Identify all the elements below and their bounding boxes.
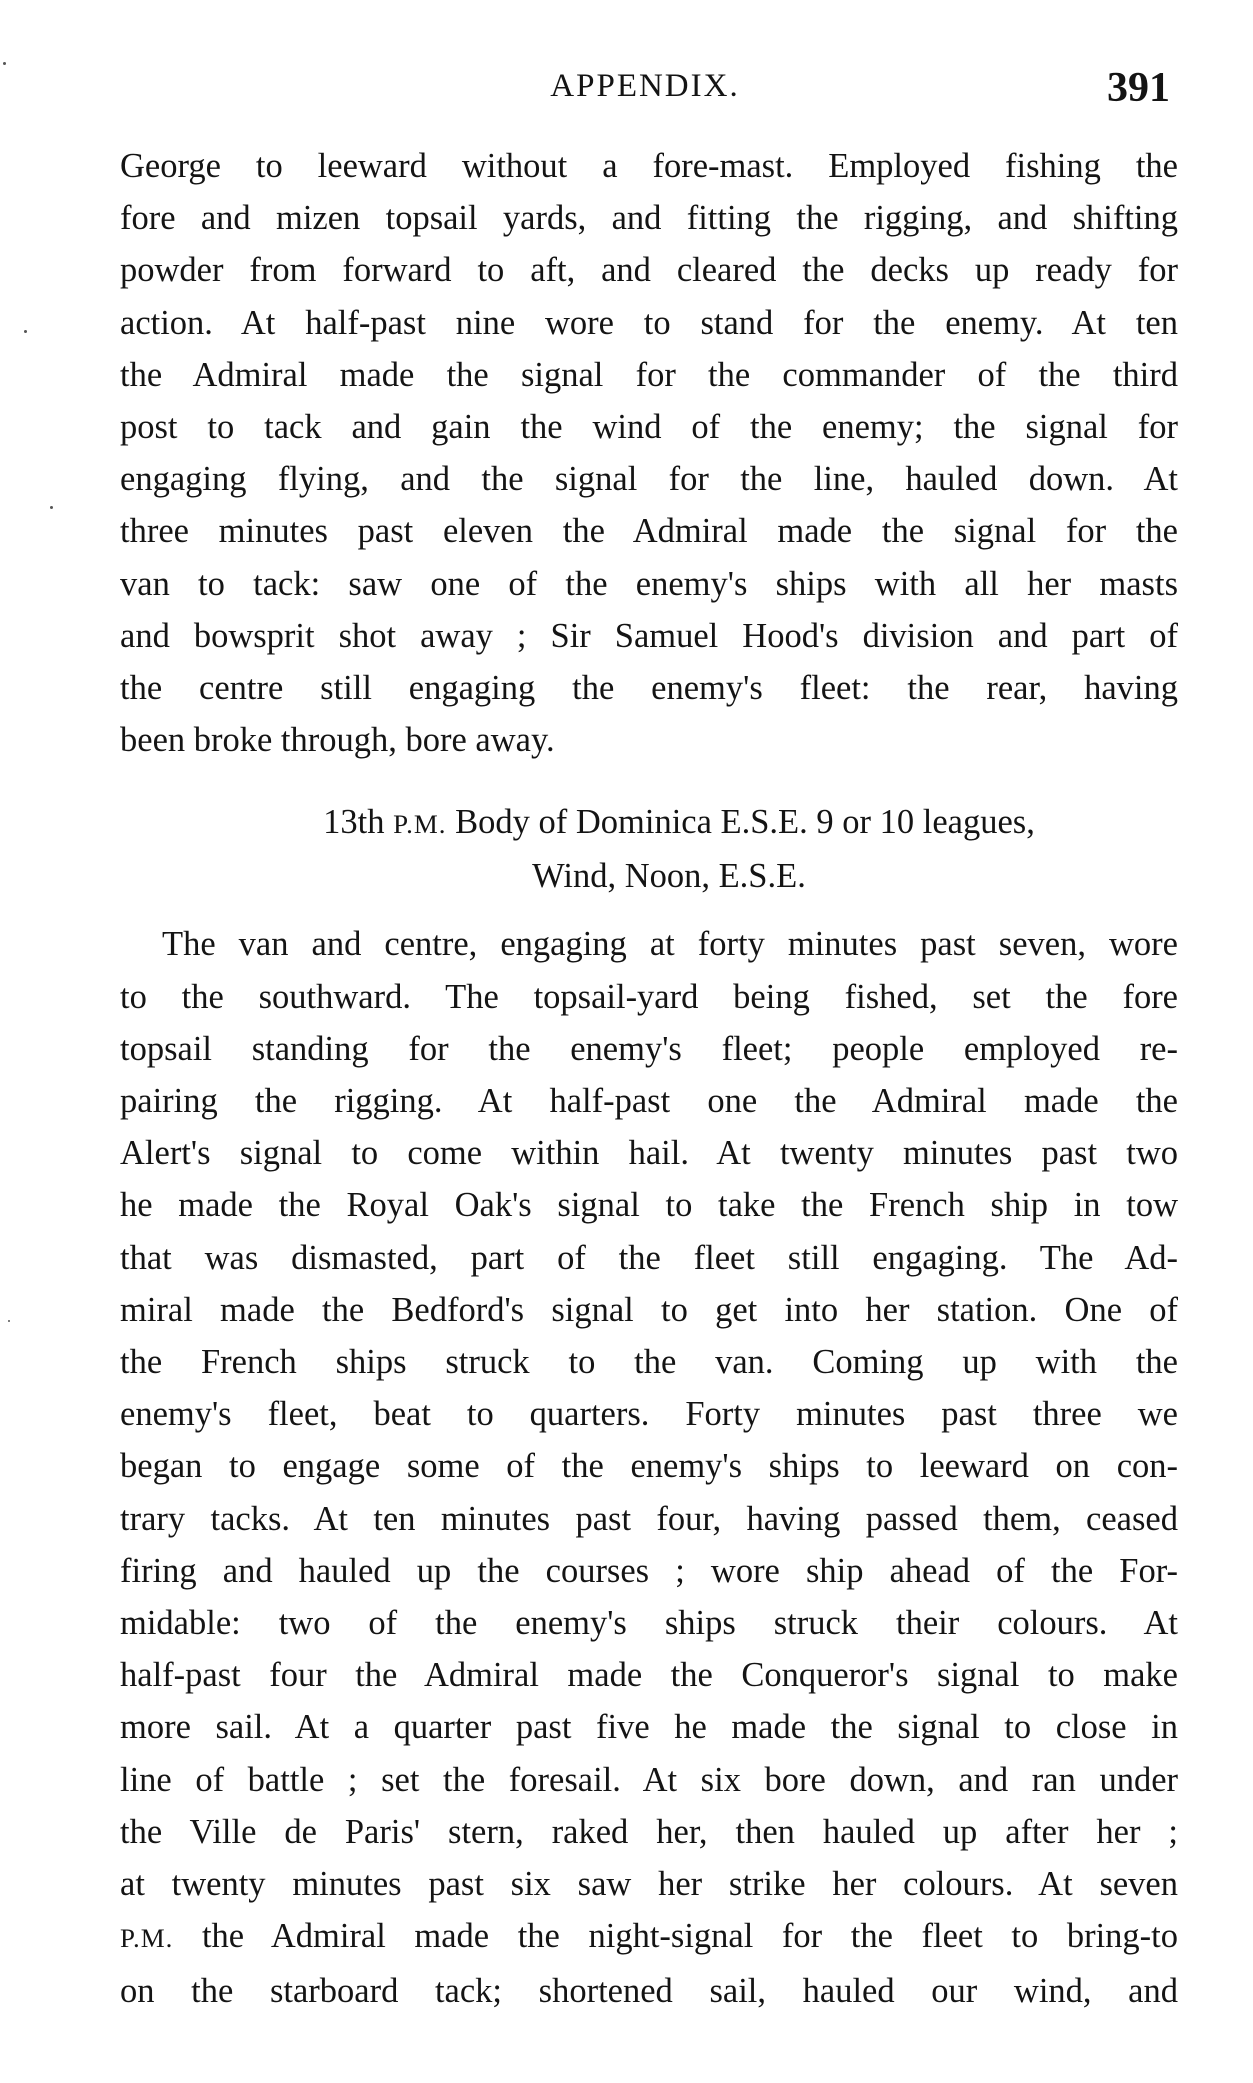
text-line: the French ships struck to the van. Coming up with the	[120, 1343, 1178, 1382]
scan-speck	[24, 330, 27, 333]
body-text	[120, 140, 1178, 2017]
text-line: he made the Royal Oak's signal to take the French ship in tow	[120, 1186, 1178, 1225]
text-line: The van and centre, engaging at forty minutes past seven, wore	[162, 925, 1178, 964]
text-line: been broke through, bore away.	[120, 721, 555, 760]
text-line: post to tack and gain the wind of the enemy; the signal for	[120, 408, 1178, 447]
text-line: and bowsprit shot away ; Sir Samuel Hood's division and part of	[120, 616, 1178, 655]
heading-day: 13th	[323, 803, 385, 842]
text-line: engaging flying, and the signal for the line, hauled down. At	[120, 460, 1178, 499]
text-line: action. At half-past nine wore to stand for the enemy. At ten	[120, 303, 1178, 342]
heading-pm: P.M.	[393, 809, 447, 840]
text-line: on the starboard tack; shortened sail, hauled our wind, and	[120, 1971, 1178, 2010]
text-line: line of battle ; set the foresail. At six bore down, and ran under	[120, 1760, 1178, 1799]
scan-speck	[3, 62, 6, 65]
page-number: 391	[1107, 65, 1170, 111]
text-line	[120, 1910, 1178, 1964]
paragraph-2	[120, 918, 1178, 2016]
text-line: began to engage some of the enemy's ships to leeward on con-	[120, 1447, 1178, 1486]
text-line: the Admiral made the signal for the commander of the third	[120, 355, 1178, 394]
text-line: trary tacks. At ten minutes past four, having passed them, ceased	[120, 1499, 1178, 1538]
text-line: van to tack: saw one of the enemy's ships with all her masts	[120, 564, 1178, 603]
text-line: powder from forward to aft, and cleared the decks up ready for	[120, 251, 1178, 290]
paragraph-1	[120, 140, 1178, 766]
text-line: George to leeward without a fore-mast. Employed fishing the	[120, 147, 1178, 185]
heading-location: Body of Dominica E.S.E. 9 or 10 leagues,	[455, 803, 1035, 842]
text-line: firing and hauled up the courses ; wore ship ahead of the For-	[120, 1551, 1178, 1590]
heading-line-2: Wind, Noon, E.S.E.	[532, 857, 806, 896]
text-line: at twenty minutes past six saw her strike her colours. At seven	[120, 1865, 1178, 1904]
page-header	[120, 65, 1170, 118]
text-line: the centre still engaging the enemy's fleet: the rear, having	[120, 669, 1178, 708]
heading-line-1	[120, 796, 1178, 850]
pm-label: P.M.	[120, 1923, 174, 1954]
text-line: to the southward. The topsail-yard being fished, set the fore	[120, 977, 1178, 1016]
running-head: APPENDIX.	[550, 68, 740, 104]
text-line-rest: the Admiral made the night-signal for the fleet to bring-to	[201, 1917, 1178, 1956]
log-entry-heading	[120, 796, 1178, 902]
text-line: three minutes past eleven the Admiral made the signal for the	[120, 512, 1178, 551]
text-line: more sail. At a quarter past five he made the signal to close in	[120, 1708, 1178, 1747]
scan-speck	[8, 1320, 10, 1322]
text-line: midable: two of the enemy's ships struck their colours. At	[120, 1604, 1178, 1643]
text-line: that was dismasted, part of the fleet still engaging. The Ad-	[120, 1238, 1178, 1277]
text-line: half-past four the Admiral made the Conqueror's signal to make	[120, 1656, 1178, 1695]
text-line: topsail standing for the enemy's fleet; people employed re-	[120, 1029, 1178, 1068]
text-line: Alert's signal to come within hail. At twenty minutes past two	[120, 1134, 1178, 1173]
scan-speck	[50, 506, 53, 509]
text-line: pairing the rigging. At half-past one the Admiral made the	[120, 1082, 1178, 1121]
text-line: enemy's fleet, beat to quarters. Forty minutes past three we	[120, 1395, 1178, 1434]
text-line: the Ville de Paris' stern, raked her, then hauled up after her ;	[120, 1812, 1178, 1851]
text-line: miral made the Bedford's signal to get into her station. One of	[120, 1290, 1178, 1329]
text-line: fore and mizen topsail yards, and fitting the rigging, and shifting	[120, 199, 1178, 238]
